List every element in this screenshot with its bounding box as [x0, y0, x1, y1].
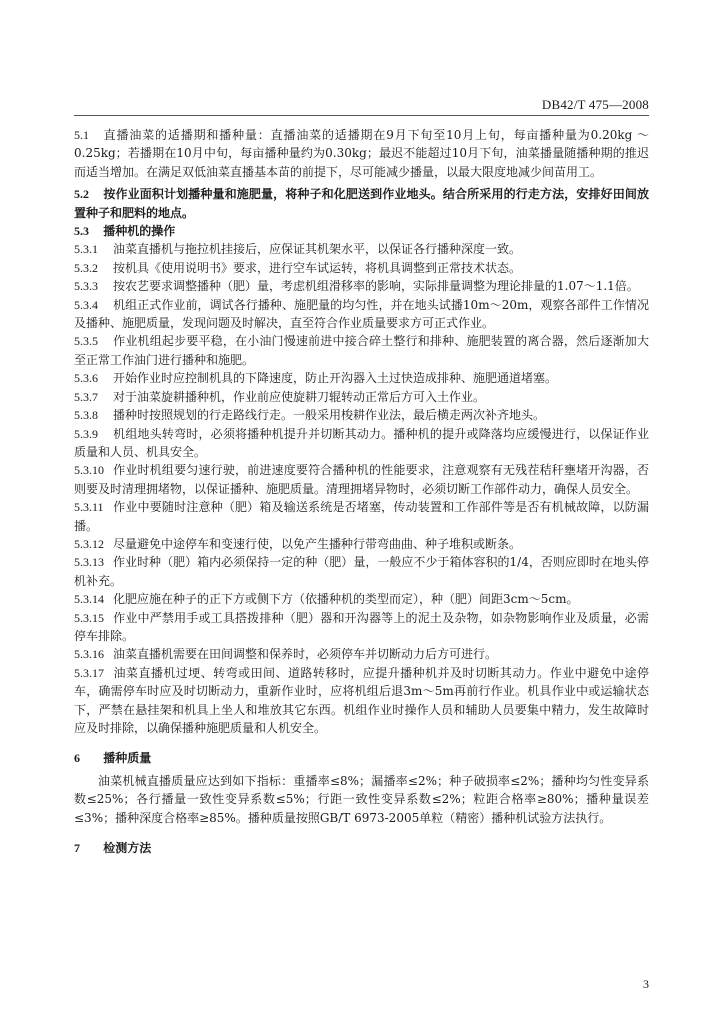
subclause-number: 5.3.11	[74, 500, 104, 515]
clause-number: 5.2	[74, 187, 89, 202]
subclause-text: 油菜直播机需要在田间调整和保养时，必须停车并切断动力后方可进行。	[113, 647, 498, 662]
subclause-number: 5.3.1	[74, 242, 98, 257]
subclause-5-3-9	[74, 425, 649, 462]
subclause-number: 5.3.5	[74, 334, 98, 349]
subclause-text: 按机具《使用说明书》要求，进行空车试运转，将机具调整到正常技术状态。	[113, 260, 522, 275]
section-number: 6	[74, 751, 80, 766]
section-7-title	[74, 839, 649, 857]
clause-number: 5.1	[74, 128, 89, 142]
page-number: 3	[643, 977, 649, 991]
subclause-text: 机组正式作业前，调试各行播种、施肥量的均匀性，并在地头试播10m～20m，观察各部件工作情况及播种、施肥质量，发现问题及时解决，直至符合作业质量要求方可正式作业。	[74, 297, 649, 331]
subclause-number: 5.3.12	[74, 536, 104, 551]
subclause-number: 5.3.17	[74, 665, 104, 680]
subclause-number: 5.3.9	[74, 426, 98, 441]
subclause-5-3-17	[74, 664, 649, 738]
subclause-5-3-8	[74, 406, 649, 424]
subclause-text: 化肥应施在种子的正下方或侧下方（依播种机的类型而定），种（肥）间距3cm～5cm。	[113, 592, 579, 607]
subclause-number: 5.3.13	[74, 555, 104, 570]
header-rule	[74, 115, 649, 116]
subclause-number: 5.3.7	[74, 389, 98, 404]
subclause-number: 5.3.3	[74, 279, 98, 294]
standard-code: DB42/T 475—2008	[541, 97, 649, 112]
subclause-5-3-10	[74, 461, 649, 498]
document-body	[74, 126, 649, 861]
clause-text: 直播油菜的适播期和播种量：直播油菜的适播期在9月下旬至10月上旬，每亩播种量为0.20kg ～0.25kg；若播期在10月中旬，每亩播种量约为0.30kg；最迟不能超过10月下旬，油菜播量随播种期的推迟而适当增加。在满足双低油菜直播基本苗的前提下，尽可能减少播量，以最大限度地减少间苗用工。	[74, 128, 649, 179]
subclause-5-3-6	[74, 369, 649, 387]
subclause-5-3-12	[74, 535, 649, 553]
clause-5-1	[74, 126, 649, 181]
subclause-5-3-2	[74, 259, 649, 277]
subclause-number: 5.3.4	[74, 297, 98, 312]
subclause-5-3-13	[74, 553, 649, 590]
subclause-text: 机组地头转弯时，必须将播种机提升并切断其动力。播种机的提升或降落均应缓慢进行，以保证作业质量和人员、机具安全。	[74, 426, 649, 459]
clause-5-2	[74, 185, 649, 222]
subclause-5-3-11	[74, 498, 649, 535]
subclause-5-3-14	[74, 590, 649, 608]
subclause-5-3-16	[74, 645, 649, 663]
subclause-number: 5.3.10	[74, 463, 104, 478]
subclause-number: 5.3.14	[74, 592, 104, 607]
section-number: 7	[74, 841, 80, 856]
subclause-text: 油菜直播机与拖拉机挂接后，应保证其机架水平，以保证各行播种深度一致。	[113, 242, 522, 257]
subclause-text: 作业时机组要匀速行驶，前进速度要符合播种机的性能要求，注意观察有无残茬秸秆壅堵开沟器，否则要及时清理拥堵物，以保证播种、施肥质量。清理拥堵异物时，必须切断工作部件动力，确保人员安全。	[74, 463, 649, 496]
subclause-text: 按农艺要求调整播种（肥）量，考虑机组滑移率的影响，实际排量调整为理论排量的1.07～1.1倍。	[113, 279, 639, 294]
subclause-text: 播种时按照规划的行走路线行走。一般采用梭耕作业法，最后横走两次补齐地头。	[113, 408, 546, 423]
clause-5-3	[74, 222, 649, 240]
subclause-text: 作业中严禁用手或工具搭拨排种（肥）器和开沟器等上的泥土及杂物，如杂物影响作业及质量，必需停车排除。	[74, 610, 649, 643]
subclause-5-3-5	[74, 332, 649, 369]
clause-number: 5.3	[74, 224, 89, 239]
subclause-text: 对于油菜旋耕播种机，作业前应使旋耕刀辊转动正常后方可入土作业。	[113, 389, 486, 404]
subclause-number: 5.3.2	[74, 260, 98, 275]
section-6-title	[74, 749, 649, 767]
subclause-text: 作业中要随时注意种（肥）箱及输送系统是否堵塞，传动装置和工作部件等是否有机械故障，以防漏播。	[74, 500, 649, 533]
subclause-5-3-3	[74, 277, 649, 295]
subclause-5-3-7	[74, 388, 649, 406]
subclause-text: 油菜直播机过埂、转弯或田间、道路转移时，应提升播种机并及时切断其动力。作业中避免中途停车，确需停车时应及时切断动力，重新作业时，应将机组后退3m～5m再前行作业。机具作业中或运输状态下，严禁在悬挂架和机具上坐人和堆放其它东西。机组作业时操作人员和辅助人员要集中精力，发生故障时应及时排除，以确保播种施肥质量和人机安全。	[74, 665, 649, 735]
subclause-5-3-1	[74, 240, 649, 258]
section-6-text: 油菜机械直播质量应达到如下指标：重播率≤8%；漏播率≤2%；种子破损率≤2%；播种均匀性变异系数≤25%；各行播量一致性变异系数≤5%；行距一致性变异系数≤2%；粒距合格率≥80%；播种量误差≤3%；播种深度合格率≥85%。播种质量按照GB/T 6973-2005单粒（精密）播种机试验方法执行。	[74, 773, 649, 825]
section-title-text: 检测方法	[103, 841, 152, 856]
clause-heading: 播种机的操作	[103, 224, 176, 239]
subclause-number: 5.3.16	[74, 647, 104, 662]
subclause-number: 5.3.6	[74, 371, 98, 386]
clause-text: 按作业面积计划播种量和施肥量，将种子和化肥送到作业地头。结合所采用的行走方法，安排好田间放置种子和肥料的地点。	[74, 187, 649, 220]
subclause-number: 5.3.15	[74, 610, 104, 625]
subclause-text: 作业时种（肥）箱内必须保持一定的种（肥）量，一般应不少于箱体容积的1/4，否则应即时在地头停机补充。	[74, 555, 649, 588]
subclause-text: 尽量避免中途停车和变速行使，以免产生播种行带弯曲曲、种子堆积或断条。	[113, 536, 522, 551]
subclause-number: 5.3.8	[74, 408, 98, 423]
subclause-5-3-4	[74, 296, 649, 333]
subclause-5-3-15	[74, 609, 649, 646]
subclause-text: 作业机组起步要平稳，在小油门慢速前进中接合碎土整行和排种、施肥装置的离合器，然后逐渐加大至正常工作油门进行播种和施肥。	[74, 334, 649, 367]
section-title-text: 播种质量	[103, 751, 152, 766]
subclause-text: 开始作业时应控制机具的下降速度，防止开沟器入土过快造成排种、施肥通道堵塞。	[113, 371, 558, 386]
